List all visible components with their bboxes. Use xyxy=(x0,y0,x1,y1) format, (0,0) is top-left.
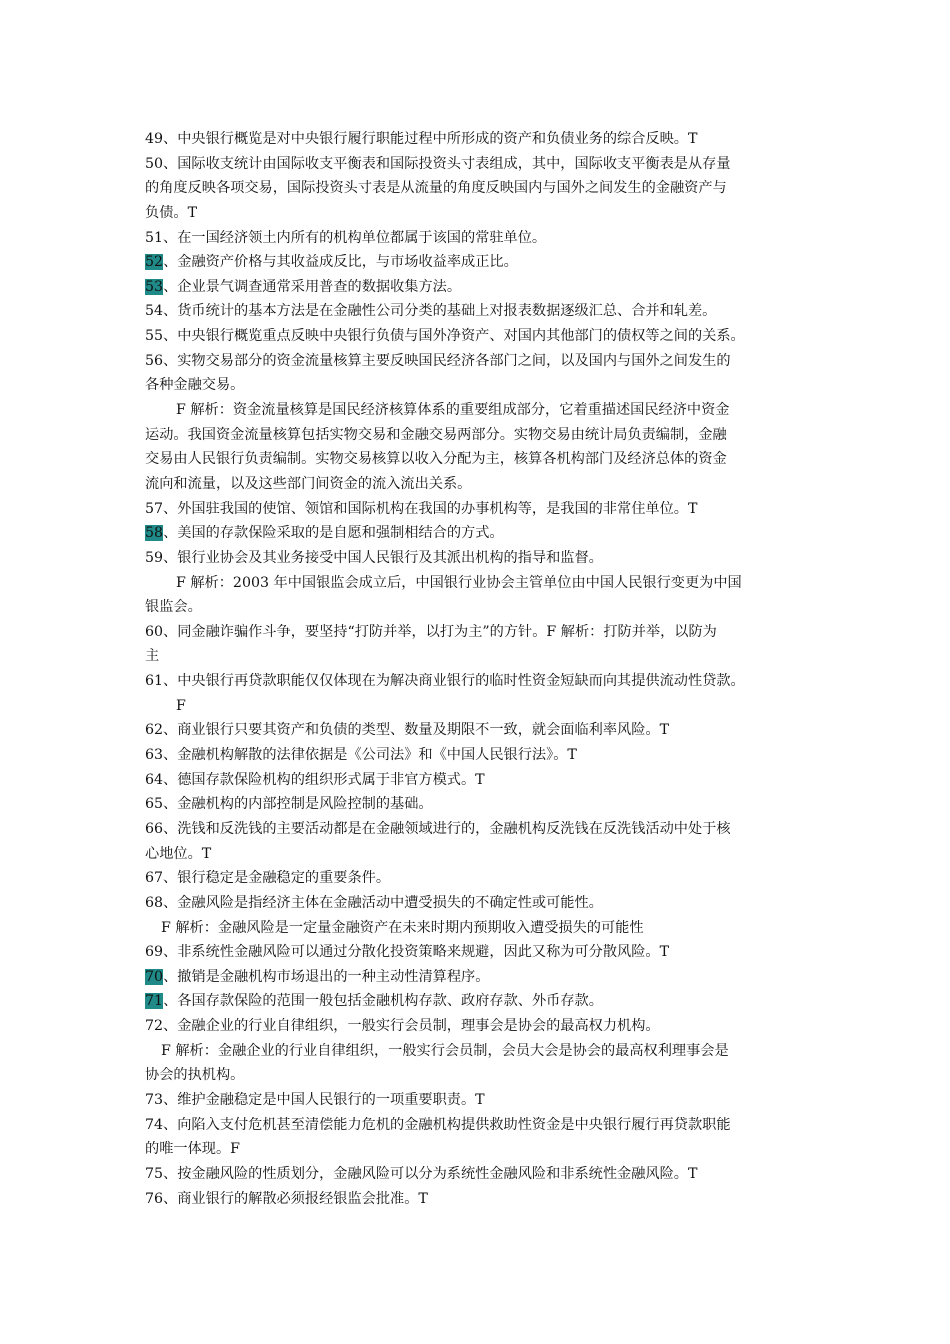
line-text: 75、按金融风险的性质划分，金融风险可以分为系统性金融风险和非系统性金融风险。T xyxy=(145,1165,698,1182)
text-line xyxy=(145,891,825,916)
text-line xyxy=(145,644,825,669)
line-text: 、企业景气调查通常采用普查的数据收集方法。 xyxy=(163,278,462,295)
text-line xyxy=(145,792,825,817)
line-text: 、金融资产价格与其收益成反比，与市场收益率成正比。 xyxy=(163,254,518,271)
text-line xyxy=(145,718,825,743)
text-line xyxy=(145,398,825,423)
text-line xyxy=(145,1113,825,1138)
line-text: 68、金融风险是指经济主体在金融活动中遭受损失的不确定性或可能性。 xyxy=(145,894,603,911)
line-text: 67、银行稳定是金融稳定的重要条件。 xyxy=(145,870,391,887)
line-text: 、各国存款保险的范围一般包括金融机构存款、政府存款、外币存款。 xyxy=(163,993,603,1010)
text-line xyxy=(145,1014,825,1039)
line-text: 50、国际收支统计由国际收支平衡表和国际投资头寸表组成，其中，国际收支平衡表是从存量 xyxy=(145,155,731,172)
highlighted-question-number: 53 xyxy=(145,278,164,295)
text-line xyxy=(145,595,825,620)
line-text: 63、金融机构解散的法律依据是《公司法》和《中国人民银行法》。T xyxy=(145,747,577,764)
line-text: 51、在一国经济领土内所有的机构单位都属于该国的常驻单位。 xyxy=(145,229,547,246)
line-text: 的角度反映各项交易，国际投资头寸表是从流量的角度反映国内与国外之间发生的金融资产与 xyxy=(145,180,727,197)
text-line xyxy=(145,447,825,472)
text-line xyxy=(145,989,825,1014)
text-line xyxy=(145,620,825,645)
text-line xyxy=(145,349,825,374)
document-body xyxy=(145,127,825,1211)
line-text: 65、金融机构的内部控制是风险控制的基础。 xyxy=(145,796,433,813)
line-text: 74、向陷入支付危机甚至清偿能力危机的金融机构提供救助性资金是中央银行履行再贷款职能 xyxy=(145,1116,731,1133)
text-line xyxy=(145,1137,825,1162)
line-text: 的唯一体现。F xyxy=(145,1141,240,1158)
text-line xyxy=(145,768,825,793)
highlighted-question-number: 52 xyxy=(145,254,164,271)
text-line xyxy=(145,324,825,349)
text-line xyxy=(145,127,825,152)
line-text: 60、同金融诈骗作斗争，要坚持“打防并举，以打为主”的方针。F 解析：打防并举，以防为 xyxy=(145,623,717,640)
text-line xyxy=(145,940,825,965)
text-line xyxy=(145,1162,825,1187)
line-text: F 解析：2003 年中国银监会成立后，中国银行业协会主管单位由中国人民银行变更为中国 xyxy=(176,574,742,591)
text-line xyxy=(145,842,825,867)
text-line xyxy=(145,497,825,522)
line-text: F 解析：资金流量核算是国民经济核算体系的重要组成部分，它着重描述国民经济中资金 xyxy=(176,402,730,419)
line-text: F 解析：金融风险是一定量金融资产在未来时期内预期收入遭受损失的可能性 xyxy=(161,919,644,936)
line-text: 流向和流量，以及这些部门间资金的流入流出关系。 xyxy=(145,475,472,492)
line-text: 银监会。 xyxy=(145,599,202,616)
line-text: 55、中央银行概览重点反映中央银行负债与国外净资产、对国内其他部门的债权等之间的关系。 xyxy=(145,328,745,345)
text-line xyxy=(145,1187,825,1212)
text-line xyxy=(145,176,825,201)
text-line xyxy=(145,965,825,990)
line-text: 59、银行业协会及其业务接受中国人民银行及其派出机构的指导和监督。 xyxy=(145,549,603,566)
line-text: 、美国的存款保险采取的是自愿和强制相结合的方式。 xyxy=(163,525,504,542)
text-line xyxy=(145,916,825,941)
line-text: 负债。T xyxy=(145,204,198,221)
text-line xyxy=(145,423,825,448)
text-line xyxy=(145,250,825,275)
highlighted-question-number: 58 xyxy=(145,525,164,542)
line-text: 心地位。T xyxy=(145,845,212,862)
text-line xyxy=(145,1088,825,1113)
line-text: 运动。我国资金流量核算包括实物交易和金融交易两部分。实物交易由统计局负责编制，金融 xyxy=(145,426,727,443)
line-text: 交易由人民银行负责编制。实物交易核算以收入分配为主，核算各机构部门及经济总体的资金 xyxy=(145,451,727,468)
line-text: 各种金融交易。 xyxy=(145,377,245,394)
text-line xyxy=(145,226,825,251)
highlighted-question-number: 70 xyxy=(145,968,164,985)
text-line xyxy=(145,571,825,596)
line-text: 、撤销是金融机构市场退出的一种主动性清算程序。 xyxy=(163,968,490,985)
text-line xyxy=(145,546,825,571)
highlighted-question-number: 71 xyxy=(145,993,164,1010)
text-line xyxy=(145,521,825,546)
line-text: 主 xyxy=(145,648,160,665)
line-text: 49、中央银行概览是对中央银行履行职能过程中所形成的资产和负债业务的综合反映。T xyxy=(145,131,698,147)
text-line xyxy=(145,743,825,768)
text-line xyxy=(145,1063,825,1088)
line-text: F xyxy=(176,697,186,714)
line-text: 62、商业银行只要其资产和负债的类型、数量及期限不一致，就会面临利率风险。T xyxy=(145,722,670,739)
line-text: 66、洗钱和反洗钱的主要活动都是在金融领域进行的，金融机构反洗钱在反洗钱活动中处于核 xyxy=(145,820,731,837)
text-line xyxy=(145,152,825,177)
text-line xyxy=(145,472,825,497)
text-line xyxy=(145,694,825,719)
line-text: 协会的执机构。 xyxy=(145,1067,245,1084)
text-line xyxy=(145,1039,825,1064)
line-text: 72、金融企业的行业自律组织，一般实行会员制，理事会是协会的最高权力机构。 xyxy=(145,1018,660,1035)
line-text: F 解析：金融企业的行业自律组织，一般实行会员制，会员大会是协会的最高权利理事会是 xyxy=(161,1042,729,1059)
line-text: 64、德国存款保险机构的组织形式属于非官方模式。T xyxy=(145,771,485,788)
line-text: 76、商业银行的解散必须报经银监会批准。T xyxy=(145,1190,428,1207)
line-text: 73、维护金融稳定是中国人民银行的一项重要职责。T xyxy=(145,1091,485,1108)
text-line xyxy=(145,275,825,300)
line-text: 57、外国驻我国的使馆、领馆和国际机构在我国的办事机构等，是我国的非常住单位。T xyxy=(145,500,698,517)
text-line xyxy=(145,373,825,398)
line-text: 69、非系统性金融风险可以通过分散化投资策略来规避，因此又称为可分散风险。T xyxy=(145,944,670,961)
line-text: 61、中央银行再贷款职能仅仅体现在为解决商业银行的临时性资金短缺而向其提供流动性贷款。 xyxy=(145,673,745,690)
text-line xyxy=(145,817,825,842)
line-text: 56、实物交易部分的资金流量核算主要反映国民经济各部门之间，以及国内与国外之间发生的 xyxy=(145,352,731,369)
text-line xyxy=(145,201,825,226)
text-line xyxy=(145,669,825,694)
text-line xyxy=(145,866,825,891)
text-line xyxy=(145,299,825,324)
line-text: 54、货币统计的基本方法是在金融性公司分类的基础上对报表数据逐级汇总、合并和轧差。 xyxy=(145,303,717,320)
